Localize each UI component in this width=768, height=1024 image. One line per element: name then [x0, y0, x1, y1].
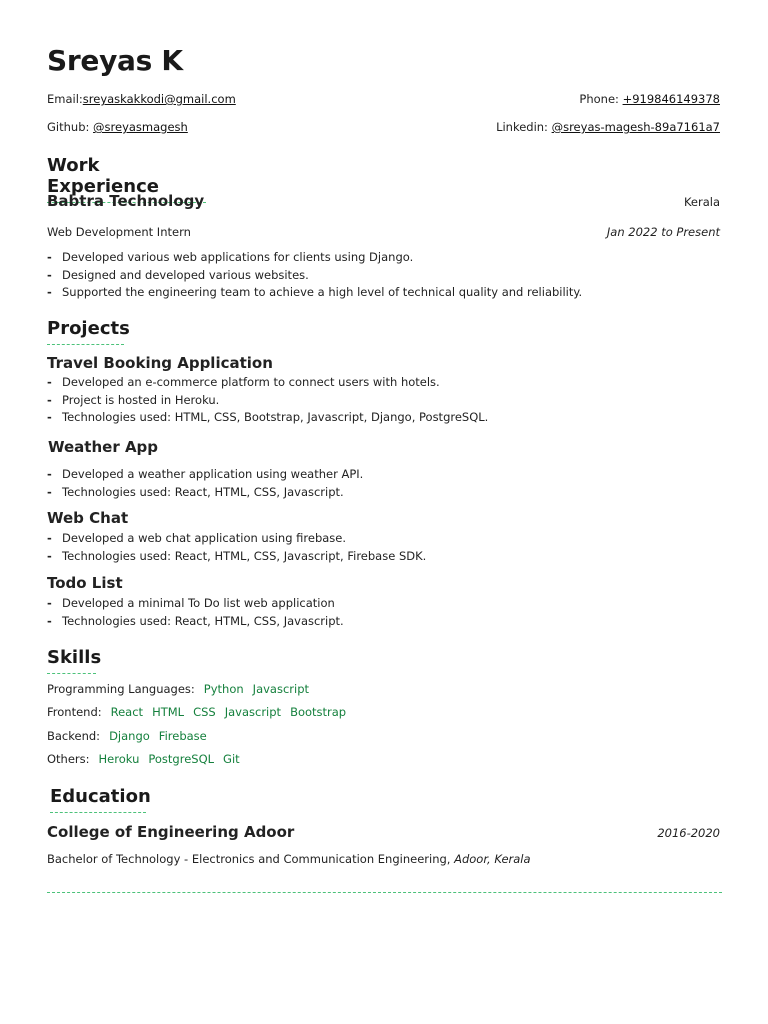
project-title: Weather App [48, 438, 159, 456]
project-title: Travel Booking Application [47, 354, 273, 372]
email-label: Email: [47, 92, 83, 106]
list-item: - Technologies used: HTML, CSS, Bootstrap, Javascript, Django, PostgreSQL. [47, 409, 720, 427]
skill-row-others [47, 752, 240, 766]
linkedin-block [496, 120, 720, 134]
degree-place: Adoor, Kerala [450, 852, 531, 866]
section-title-education: Education [50, 786, 146, 813]
skill-tag: Heroku [98, 752, 140, 766]
skill-tag: Python [203, 682, 244, 696]
phone-link[interactable]: +919846149378 [622, 92, 720, 106]
list-item: - Supported the engineering team to achieve a high level of technical quality and reliability. [47, 284, 720, 302]
list-item: - Developed a minimal To Do list web application [47, 595, 720, 613]
github-label: Github: [47, 120, 94, 134]
work-role: Web Development Intern [47, 225, 191, 239]
skill-row-programming [47, 682, 309, 696]
project-bullets [47, 374, 720, 427]
project-title: Web Chat [47, 509, 129, 527]
skill-tag: HTML [152, 705, 185, 719]
work-location: Kerala [683, 195, 720, 209]
section-title-projects: Projects [47, 318, 124, 345]
linkedin-link[interactable]: @sreyas-magesh-89a7161a7 [551, 120, 720, 134]
skill-tag: Git [223, 752, 240, 766]
education-dates: 2016-2020 [657, 826, 720, 840]
company-name: Babtra Technology [47, 192, 205, 210]
education-header-row [47, 823, 720, 841]
work-bullets [47, 249, 720, 302]
list-item: - Developed a weather application using weather API. [47, 466, 720, 484]
phone-label: Phone: [579, 92, 623, 106]
list-item: - Designed and developed various websites. [47, 267, 720, 285]
list-item: - Technologies used: React, HTML, CSS, Javascript, Firebase SDK. [47, 548, 720, 566]
list-item: - Developed various web applications for clients using Django. [47, 249, 720, 267]
skill-label: Backend: [47, 729, 101, 743]
skill-row-frontend [47, 705, 346, 719]
degree-text: Bachelor of Technology - Electronics and Communication Engineering, [47, 852, 451, 866]
list-item: - Developed a web chat application using firebase. [47, 530, 720, 548]
candidate-name: Sreyas K [47, 44, 183, 77]
work-dates: Jan 2022 to Present [606, 225, 720, 239]
skill-label: Frontend: [47, 705, 102, 719]
education-degree-line [47, 852, 531, 866]
project-bullets [47, 530, 720, 565]
footer-divider [47, 892, 722, 893]
list-item: - Technologies used: React, HTML, CSS, Javascript. [47, 613, 720, 631]
skill-tag: Javascript [224, 705, 282, 719]
skill-label: Others: [47, 752, 90, 766]
phone-block [579, 92, 720, 106]
school-name: College of Engineering Adoor [47, 823, 295, 841]
linkedin-label: Linkedin: [496, 120, 552, 134]
list-item: - Technologies used: React, HTML, CSS, Javascript. [47, 484, 720, 502]
email-block [47, 92, 236, 106]
work-header-row [47, 192, 720, 210]
skill-row-backend [47, 729, 207, 743]
skill-tag: Firebase [158, 729, 207, 743]
skill-tag: Bootstrap [290, 705, 347, 719]
skill-tag: Javascript [252, 682, 310, 696]
list-item: - Developed an e-commerce platform to connect users with hotels. [47, 374, 720, 392]
skill-tag: React [110, 705, 144, 719]
skill-tag: PostgreSQL [148, 752, 215, 766]
skill-label: Programming Languages: [47, 682, 195, 696]
project-title: Todo List [47, 574, 123, 592]
email-link[interactable]: sreyaskakkodi@gmail.com [82, 92, 236, 106]
skill-tag: CSS [193, 705, 216, 719]
skill-tag: Django [109, 729, 150, 743]
project-bullets [47, 466, 720, 501]
github-block [47, 120, 188, 134]
github-link[interactable]: @sreyasmagesh [93, 120, 188, 134]
work-role-row [47, 225, 720, 239]
list-item: - Project is hosted in Heroku. [47, 392, 720, 410]
project-bullets [47, 595, 720, 630]
section-title-work: Work Experience [47, 155, 206, 203]
contact-row-1 [47, 92, 720, 106]
contact-row-2 [47, 120, 720, 134]
section-title-skills: Skills [47, 647, 96, 674]
